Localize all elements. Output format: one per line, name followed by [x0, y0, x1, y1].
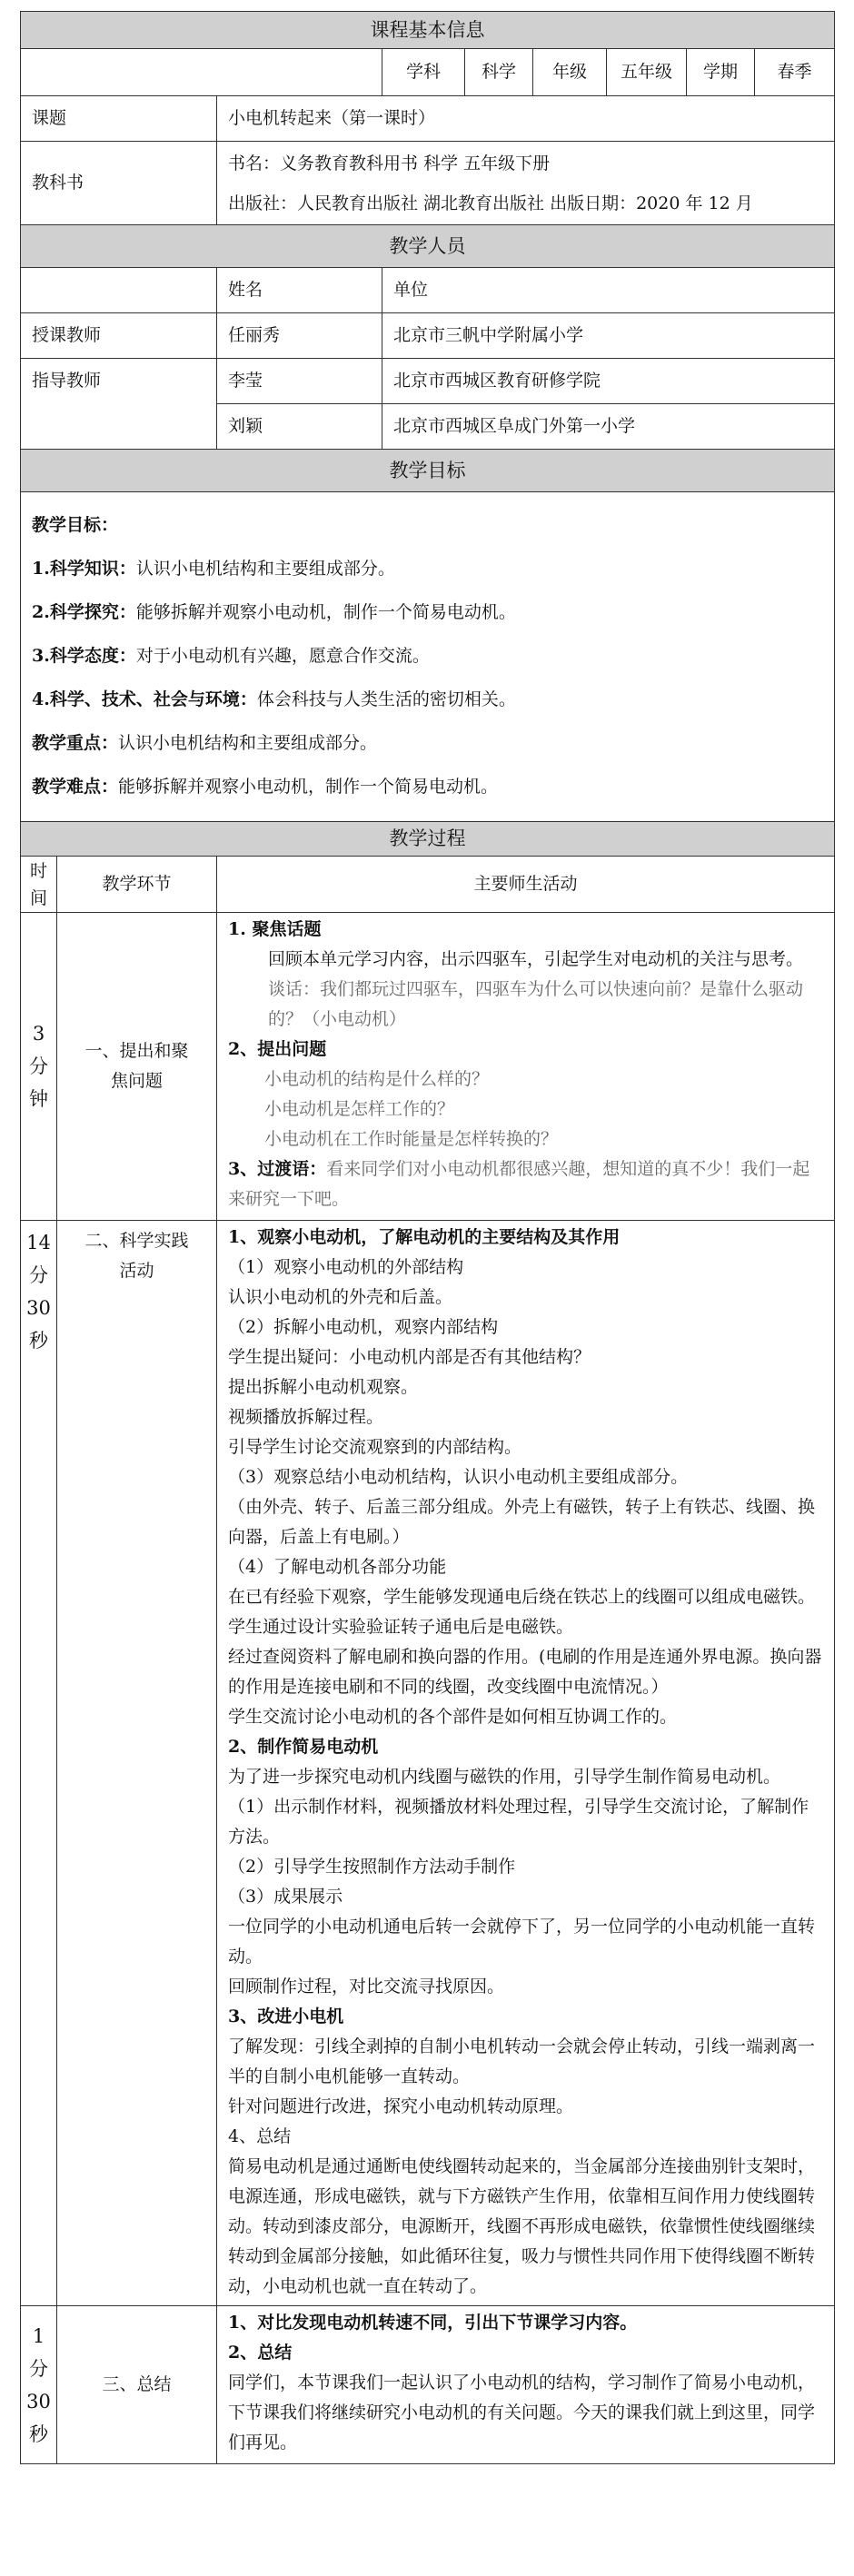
question-item: 小电动机在工作时能量是怎样转换的？ — [264, 1129, 559, 1149]
lesson-plan-table — [20, 11, 835, 2464]
advisor-unit: 北京市西城区教育研修学院 — [382, 359, 835, 404]
goal-item: 1.科学知识：认识小电机结构和主要组成部分。 — [32, 559, 395, 579]
teacher-name: 任丽秀 — [217, 313, 382, 359]
stage-row — [21, 2306, 835, 2464]
activity-text: 认识小电动机的外壳和后盖。 — [228, 1287, 453, 1307]
activity-text: 回顾制作过程，对比交流寻找原因。 — [228, 1977, 505, 1996]
activity-text: 学生提出疑问：小电动机内部是否有其他结构？ — [228, 1347, 591, 1367]
question-item: 小电动机的结构是什么样的？ — [264, 1069, 490, 1089]
advisor-unit: 北京市西城区阜成门外第一小学 — [382, 404, 835, 450]
activity-heading: 1、观察小电动机，了解电动机的主要结构及其作用 — [228, 1227, 621, 1247]
activity-text: 4、总结 — [228, 2126, 292, 2146]
textbook-name: 书名：义务教育教科用书 科学 五年级下册 — [228, 153, 551, 173]
activity-text: 学生通过设计实验验证转子通电后是电磁铁。 — [228, 1617, 574, 1637]
activity-text: 针对问题进行改进，探究小电动机转动原理。 — [228, 2096, 574, 2116]
grade-label: 年级 — [533, 49, 607, 96]
textbook-publisher: 出版社：人民教育出版社 湖北教育出版社 出版日期：2020 年 12 月 — [228, 193, 753, 213]
unit-column-header: 单位 — [382, 268, 835, 313]
activity-text: 了解发现：引线全剥掉的自制小电机转动一会就会停止转动，引线一端剥离一半的自制小电机能够一直转动。 — [228, 2036, 816, 2086]
activity-text: 为了进一步探究电动机内线圈与磁铁的作用，引导学生制作简易电动机。 — [228, 1767, 781, 1787]
process-columns — [21, 857, 835, 913]
key-point: 教学重点：认识小电机结构和主要组成部分。 — [32, 733, 378, 753]
stage-activities — [217, 2306, 835, 2464]
topic-label: 课题 — [21, 96, 217, 142]
staff-columns — [21, 268, 835, 313]
term-value: 春季 — [755, 49, 835, 96]
activity-heading: 3、改进小电机 — [228, 2006, 344, 2026]
goal-item: 2.科学探究：能够拆解并观察小电动机，制作一个简易电动机。 — [32, 602, 516, 622]
staff-header: 教学人员 — [21, 225, 835, 268]
goals-title: 教学目标： — [32, 515, 119, 535]
teacher-unit: 北京市三帆中学附属小学 — [382, 313, 835, 359]
basic-info-header: 课程基本信息 — [21, 12, 835, 49]
stage-time: 14分30秒 — [21, 1221, 57, 2306]
advisor-row — [21, 359, 835, 404]
grade-value: 五年级 — [607, 49, 687, 96]
name-column-header: 姓名 — [217, 268, 382, 313]
teacher-row — [21, 313, 835, 359]
activity-heading: 2、总结 — [228, 2343, 293, 2363]
activity-text: 在已有经验下观察，学生能够发现通电后绕在铁芯上的线圈可以组成电磁铁。 — [228, 1587, 816, 1607]
textbook-info — [217, 142, 835, 225]
activity-text: 一位同学的小电动机通电后转一会就停下了，另一位同学的小电动机能一直转动。 — [228, 1917, 816, 1967]
activity-text: （2）引导学生按照制作方法动手制作 — [228, 1857, 516, 1877]
stage-activities — [217, 1221, 835, 2306]
question-item: 小电动机是怎样工作的？ — [264, 1099, 455, 1119]
activity-heading: 1. 聚焦话题 — [228, 919, 322, 939]
stage-row — [21, 913, 835, 1221]
lesson-plan — [20, 11, 834, 2464]
activity-column-header: 主要师生活动 — [217, 857, 835, 913]
activity-text: 同学们，本节课我们一起认识了小电动机的结构，学习制作了简易小电动机，下节课我们将继续研究小电动机的有关问题。今天的课我们就上到这里，同学们再见。 — [228, 2373, 816, 2452]
activity-text: （由外壳、转子、后盖三部分组成。外壳上有磁铁，转子上有铁芯、线圈、换向器，后盖上有电刷。） — [228, 1497, 816, 1547]
activity-heading: 2、制作简易电动机 — [228, 1737, 379, 1757]
stage-column-header: 教学环节 — [57, 857, 217, 913]
stage-name: 三、总结 — [57, 2306, 217, 2464]
teacher-label: 授课教师 — [21, 313, 217, 359]
activity-transition: 3、过渡语：看来同学们对小电动机都很感兴趣，想知道的真不少！我们一起来研究一下吧。 — [228, 1159, 810, 1209]
goals-row — [21, 492, 835, 822]
activity-heading: 2、提出问题 — [228, 1039, 327, 1059]
goal-item: 4.科学、技术、社会与环境：体会科技与人类生活的密切相关。 — [32, 689, 516, 709]
activity-text: 引导学生讨论交流观察到的内部结构。 — [228, 1437, 522, 1457]
subject-row — [21, 49, 835, 96]
stage-activities — [217, 913, 835, 1221]
activity-talk: 谈话：我们都玩过四驱车，四驱车为什么可以快速向前？是靠什么驱动的？（小电动机） — [268, 979, 804, 1029]
textbook-row — [21, 142, 835, 225]
activity-text: 经过查阅资料了解电刷和换向器的作用。(电刷的作用是连通外界电源。换向器的作用是连接电刷和不同的线圈，改变线圈中电流情况。） — [228, 1647, 822, 1697]
stage2-lines — [228, 1223, 823, 2302]
activity-text: （1）观察小电动机的外部结构 — [228, 1257, 464, 1277]
activity-text: 提出拆解小电动机观察。 — [228, 1377, 419, 1397]
stage-row — [21, 1221, 835, 2306]
topic-value: 小电机转起来（第一课时） — [217, 96, 835, 142]
activity-text: （3）观察总结小电动机结构，认识小电动机主要组成部分。 — [228, 1467, 689, 1487]
goal-item: 3.科学态度：对于小电动机有兴趣，愿意合作交流。 — [32, 646, 430, 666]
activity-text: 回顾本单元学习内容，出示四驱车，引起学生对电动机的关注与思考。 — [268, 949, 804, 969]
subject-label: 学科 — [382, 49, 465, 96]
advisor-name: 李莹 — [217, 359, 382, 404]
textbook-label: 教科书 — [21, 142, 217, 225]
activity-text: （1）出示制作材料，视频播放材料处理过程，引导学生交流讨论，了解制作方法。 — [228, 1797, 809, 1847]
activity-text: （4）了解电动机各部分功能 — [228, 1557, 447, 1577]
activity-text: （3）成果展示 — [228, 1887, 343, 1907]
goals-header: 教学目标 — [21, 450, 835, 492]
stage-time: 3分钟 — [21, 913, 57, 1221]
stage-name: 二、科学实践活动 — [57, 1221, 217, 2306]
activity-text: （2）拆解小电动机，观察内部结构 — [228, 1317, 499, 1337]
advisor-label: 指导教师 — [21, 359, 217, 450]
activity-text: 简易电动机是通过通断电使线圈转动起来的，当金属部分连接曲别针支架时，电源连通，形成电磁铁，就与下方磁铁产生作用，依靠相互间作用力使线圈转动。转动到漆皮部分，电源断开，线圈不再形成电磁铁，依靠惯性使线圈继续转动到金属部分接触，如此循环往复，吸力与惯性共同作用下使得线圈不断转动，小电动机也就一直在转动了。 — [228, 2156, 816, 2296]
difficult-point: 教学难点：能够拆解并观察小电动机，制作一个简易电动机。 — [32, 777, 499, 797]
stage-name: 一、提出和聚焦问题 — [57, 913, 217, 1221]
term-label: 学期 — [687, 49, 755, 96]
advisor-name: 刘颖 — [217, 404, 382, 450]
activity-text: 视频播放拆解过程。 — [228, 1407, 384, 1427]
activity-text: 学生交流讨论小电动机的各个部件是如何相互协调工作的。 — [228, 1707, 678, 1727]
time-column-header: 时间 — [21, 857, 57, 913]
activity-heading: 1、对比发现电动机转速不同，引出下节课学习内容。 — [228, 2313, 638, 2333]
subject-value: 科学 — [465, 49, 533, 96]
stage-time: 1分30秒 — [21, 2306, 57, 2464]
topic-row — [21, 96, 835, 142]
goals-content — [21, 492, 835, 822]
process-header: 教学过程 — [21, 822, 835, 857]
